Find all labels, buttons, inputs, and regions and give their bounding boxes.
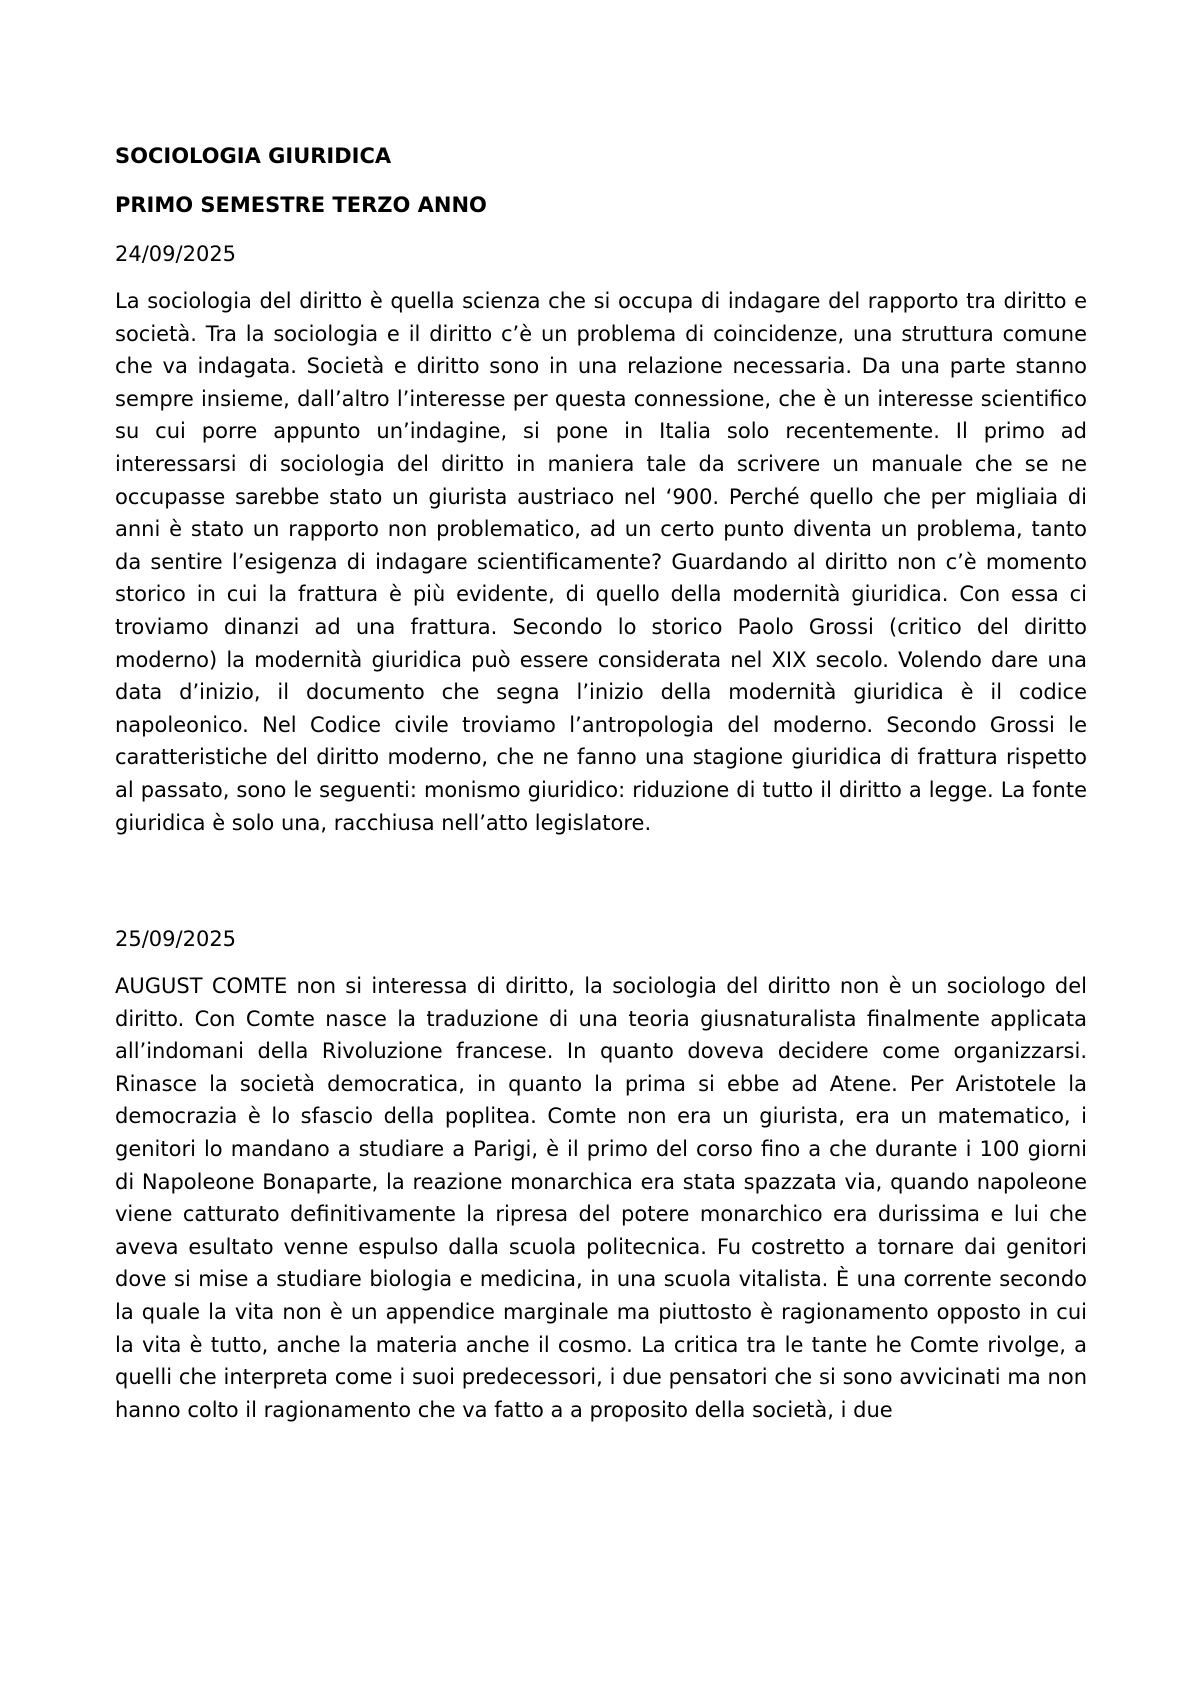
section-spacer xyxy=(115,839,1087,923)
section-paragraph: AUGUST COMTE non si interessa di diritto, la sociologia del diritto non è un sociologo del diritto. Con Comte nasce la traduzione di una teoria giusnaturalista finalmente applicata all’indomani della Rivoluzione francese. In quanto doveva decidere come organizzarsi. Rinasce la società democratica, in quanto la prima si ebbe ad Atene. Per Aristotele la democrazia è lo sfascio della poplitea. Comte non era un giurista, era un matematico, i genitori lo mandano a studiare a Parigi, è il primo del corso fino a che durante i 100 giorni di Napoleone Bonaparte, la reazione monarchica era stata spazzata via, quando napoleone viene catturato definitivamente la ripresa del potere monarchico era durissima e lui che aveva esultato venne espulso dalla scuola politecnica. Fu costretto a tornare dai genitori dove si mise a studiare biologia e medicina, in una scuola vitalista. È una corrente secondo la quale la vita non è un appendice marginale ma piuttosto è ragionamento opposto in cui la vita è tutto, anche la materia anche il cosmo. La critica tra le tante he Comte rivolge, a quelli che interpreta come i suoi predecessori, i due pensatori che si sono avvicinati ma non hanno colto il ragionamento che va fatto a a proposito della società, i due xyxy=(115,974,1087,1422)
section-date: 24/09/2025 xyxy=(115,242,237,266)
document-title: SOCIOLOGIA GIURIDICA xyxy=(115,144,392,168)
section-paragraph: La sociologia del diritto è quella scienza che si occupa di indagare del rapporto tra diritto e società. Tra la sociologia e il diritto c’è un problema di coincidenze, una struttura comune che va indagata. Società e diritto sono in una relazione necessaria. Da una parte stanno sempre insieme, dall’altro l’interesse per questa connessione, che è un interesse scientifico su cui porre appunto un’indagine, si pone in Italia solo recentemente. Il primo ad interessarsi di sociologia del diritto in maniera tale da scrivere un manuale che se ne occupasse sarebbe stato un giurista austriaco nel ‘900. Perché quello che per migliaia di anni è stato un rapporto non problematico, ad un certo punto diventa un problema, tanto da sentire l’esigenza di indagare scientificamente? Guardando al diritto non c’è momento storico in cui la frattura è più evidente, di quello della modernità giuridica. Con essa ci troviamo dinanzi ad una frattura. Secondo lo storico Paolo Grossi (critico del diritto moderno) la modernità giuridica può essere considerata nel XIX secolo. Volendo dare una data d’inizio, il documento che segna l’inizio della modernità giuridica è il codice napoleonico. Nel Codice civile troviamo l’antropologia del moderno. Secondo Grossi le caratteristiche del diritto moderno, che ne fanno una stagione giuridica di frattura rispetto al passato, sono le seguenti: monismo giuridico: riduzione di tutto il diritto a legge. La fonte giuridica è solo una, racchiusa nell’atto legislatore. xyxy=(115,289,1087,835)
document-subtitle: PRIMO SEMESTRE TERZO ANNO xyxy=(115,193,487,217)
section-date: 25/09/2025 xyxy=(115,927,237,952)
document-page xyxy=(115,140,1087,1426)
